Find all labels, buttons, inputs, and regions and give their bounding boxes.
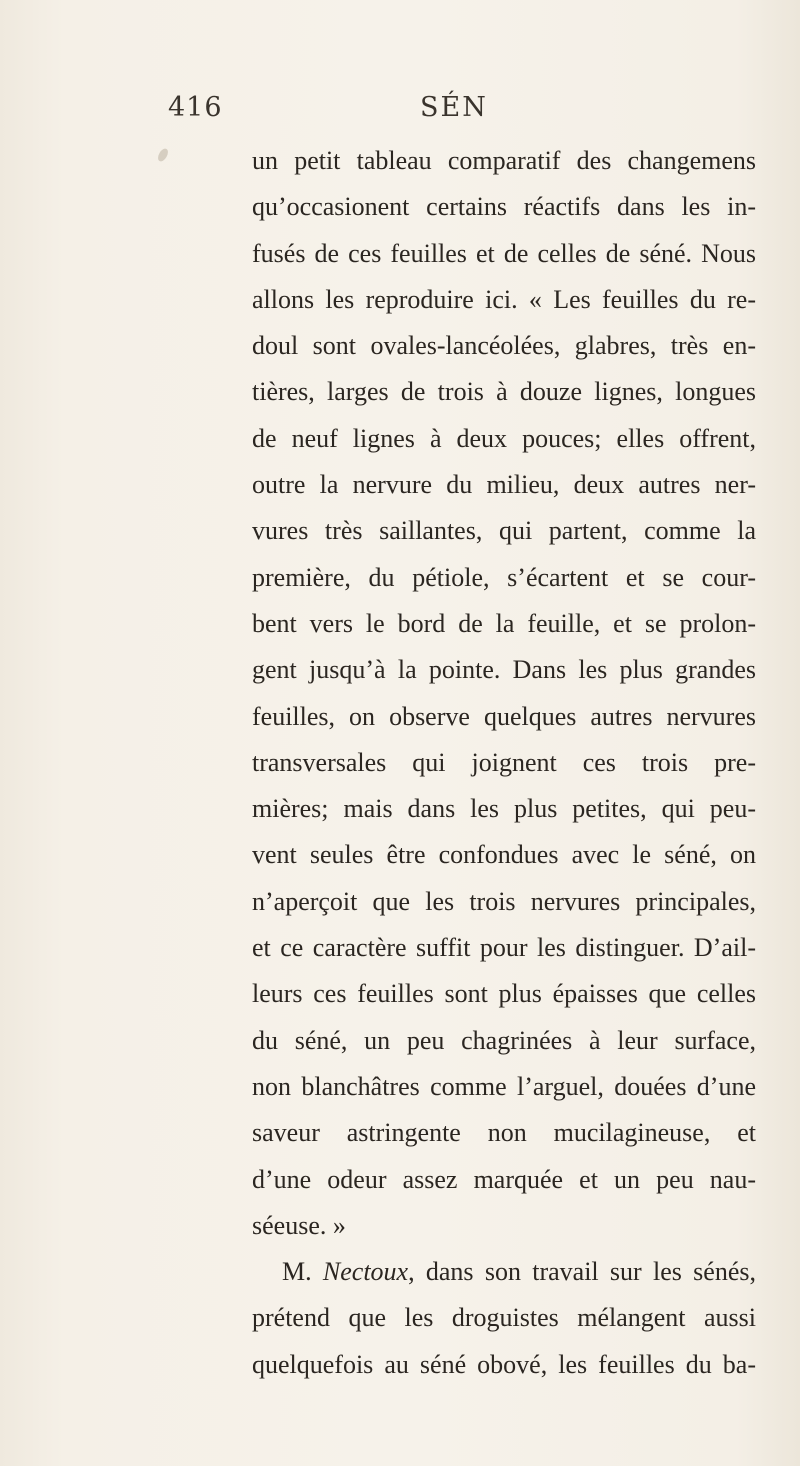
text-line: vures très saillantes, qui partent, comme la [252,516,756,546]
text-suffix: , dans son travail sur les sénés, [408,1257,756,1287]
text-line: du séné, un peu chagrinées à leur surface, [252,1025,756,1055]
body-text [252,138,756,1388]
text-line: première, du pétiole, s’écartent et se cour- [252,562,756,592]
text-line: et ce caractère suffit pour les distinguer. D’ail- [252,933,756,963]
text-line: leurs ces feuilles sont plus épaisses que celles [252,979,756,1009]
text-line: un petit tableau comparatif des changemens [252,146,756,175]
text-line: prétend que les droguistes mélangent aussi [252,1303,756,1333]
paragraph-2 [252,1249,756,1388]
text-line: qu’occasionent certains réactifs dans les in- [252,192,756,222]
text-prefix: M. [282,1257,323,1287]
running-head: SÉN [420,92,488,123]
paragraph-1 [252,138,756,1249]
author-name: Nectoux [322,1257,409,1287]
text-line: séeuse. » [252,1210,346,1240]
text-line: saveur astringente non mucilagineuse, et [252,1118,756,1148]
text-line: allons les reproduire ici. « Les feuilles du re- [252,284,756,314]
text-line: quelquefois au séné obové, les feuilles du ba- [252,1349,756,1379]
text-line: outre la nervure du milieu, deux autres ner- [252,470,756,500]
text-line: gent jusqu’à la pointe. Dans les plus grandes [252,655,756,685]
paper-stain [156,147,170,163]
text-line: transversales qui joignent ces trois pre- [252,747,756,777]
text-line: d’une odeur assez marquée et un peu nau- [252,1164,756,1194]
text-line-first [252,1249,756,1295]
text-line: non blanchâtres comme l’arguel, douées d’une [252,1071,756,1101]
text-line: bent vers le bord de la feuille, et se prolon- [252,608,756,638]
text-line: doul sont ovales-lancéolées, glabres, très en- [252,331,756,361]
text-line: mières; mais dans les plus petites, qui peu- [252,794,756,824]
text-line: feuilles, on observe quelques autres nervures [252,701,756,731]
page-header [168,92,612,132]
text-line: fusés de ces feuilles et de celles de séné. Nous [252,238,756,268]
page-number: 416 [168,92,223,123]
text-line: tières, larges de trois à douze lignes, longues [252,377,756,407]
text-line: n’aperçoit que les trois nervures principales, [252,886,756,916]
text-line: vent seules être confondues avec le séné, on [252,840,756,870]
text-line: de neuf lignes à deux pouces; elles offrent, [252,423,756,453]
